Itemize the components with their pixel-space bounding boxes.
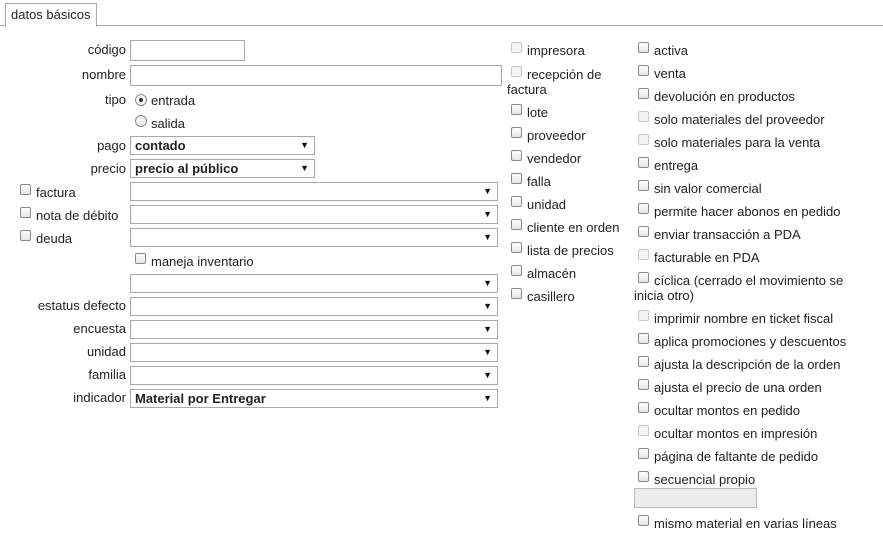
devolucion-label: devolución en productos bbox=[654, 89, 795, 104]
ajusta-precio-label: ajusta el precio de una orden bbox=[654, 380, 822, 395]
solo-mat-venta-label: solo materiales para la venta bbox=[654, 135, 821, 150]
recepcion-factura-label-2: factura bbox=[507, 82, 547, 97]
ocultar-montos-pedido-checkbox[interactable] bbox=[638, 402, 649, 413]
maneja-inventario-checkbox[interactable] bbox=[135, 253, 146, 264]
devolucion-checkbox[interactable] bbox=[638, 88, 649, 99]
almacen-label: almacén bbox=[527, 266, 577, 281]
cliente-orden-label: cliente en orden bbox=[527, 220, 620, 235]
chevron-down-icon: ▼ bbox=[483, 209, 492, 219]
chevron-down-icon: ▼ bbox=[483, 370, 492, 380]
pago-label: pago bbox=[97, 138, 126, 153]
inventario-select[interactable] bbox=[130, 274, 498, 293]
tipo-salida-label: salida bbox=[151, 116, 185, 131]
solo-mat-proveedor-label: solo materiales del proveedor bbox=[654, 112, 825, 127]
chevron-down-icon: ▼ bbox=[483, 232, 492, 242]
encuesta-label: encuesta bbox=[73, 321, 126, 336]
pago-select[interactable] bbox=[130, 136, 315, 155]
encuesta-select[interactable] bbox=[130, 320, 498, 339]
chevron-down-icon: ▼ bbox=[483, 278, 492, 288]
secuencial-input[interactable] bbox=[634, 488, 757, 508]
codigo-input[interactable] bbox=[130, 40, 245, 61]
chevron-down-icon: ▼ bbox=[483, 324, 492, 334]
ocultar-montos-impresion-label: ocultar montos en impresión bbox=[654, 426, 818, 441]
casillero-checkbox[interactable] bbox=[511, 288, 522, 299]
ciclica-label-2: inicia otro) bbox=[634, 288, 694, 303]
facturable-pda-checkbox[interactable] bbox=[638, 249, 649, 260]
chevron-down-icon: ▼ bbox=[300, 163, 309, 173]
precio-label: precio bbox=[90, 161, 126, 176]
indicador-select[interactable] bbox=[130, 389, 498, 408]
solo-mat-venta-checkbox[interactable] bbox=[638, 134, 649, 145]
falla-checkbox[interactable] bbox=[511, 173, 522, 184]
chevron-down-icon: ▼ bbox=[483, 347, 492, 357]
tipo-entrada-radio[interactable] bbox=[135, 94, 147, 106]
lote-checkbox[interactable] bbox=[511, 104, 522, 115]
mismo-material-checkbox[interactable] bbox=[638, 515, 649, 526]
faltante-pedido-label: página de faltante de pedido bbox=[654, 449, 819, 464]
proveedor-checkbox[interactable] bbox=[511, 127, 522, 138]
chevron-down-icon: ▼ bbox=[483, 186, 492, 196]
estatus-select[interactable] bbox=[130, 297, 498, 316]
precio-select[interactable] bbox=[130, 159, 315, 178]
casillero-label: casillero bbox=[527, 289, 575, 304]
factura-label: factura bbox=[36, 185, 76, 200]
sin-valor-label: sin valor comercial bbox=[654, 181, 762, 196]
enviar-pda-checkbox[interactable] bbox=[638, 226, 649, 237]
sin-valor-checkbox[interactable] bbox=[638, 180, 649, 191]
impresora-label: impresora bbox=[527, 43, 585, 58]
secuencial-propio-label: secuencial propio bbox=[654, 472, 756, 487]
mismo-material-label: mismo material en varias líneas bbox=[654, 516, 837, 531]
abonos-checkbox[interactable] bbox=[638, 203, 649, 214]
deuda-label: deuda bbox=[36, 231, 73, 246]
ocultar-montos-impresion-checkbox[interactable] bbox=[638, 425, 649, 436]
ajusta-precio-checkbox[interactable] bbox=[638, 379, 649, 390]
nombre-label: nombre bbox=[81, 67, 126, 82]
unidad-checkbox[interactable] bbox=[511, 196, 522, 207]
solo-mat-proveedor-checkbox[interactable] bbox=[638, 111, 649, 122]
chevron-down-icon: ▼ bbox=[483, 301, 492, 311]
unidad-select[interactable] bbox=[130, 343, 498, 362]
unidad-label: unidad bbox=[86, 344, 126, 359]
unidad-checkbox-label: unidad bbox=[527, 197, 567, 212]
codigo-label: código bbox=[87, 42, 126, 57]
tipo-salida-radio[interactable] bbox=[135, 115, 147, 127]
pago-value: contado bbox=[135, 138, 186, 153]
ajusta-descripcion-label: ajusta la descripción de la orden bbox=[654, 357, 841, 372]
maneja-inventario-label: maneja inventario bbox=[151, 254, 254, 269]
impresora-checkbox[interactable] bbox=[511, 42, 522, 53]
deuda-checkbox[interactable] bbox=[20, 230, 31, 241]
chevron-down-icon: ▼ bbox=[483, 393, 492, 403]
promociones-checkbox[interactable] bbox=[638, 333, 649, 344]
vendedor-checkbox[interactable] bbox=[511, 150, 522, 161]
venta-checkbox[interactable] bbox=[638, 65, 649, 76]
entrega-checkbox[interactable] bbox=[638, 157, 649, 168]
nota-debito-label: nota de débito bbox=[36, 208, 119, 223]
familia-select[interactable] bbox=[130, 366, 498, 385]
tipo-label: tipo bbox=[105, 92, 126, 107]
imprimir-nombre-checkbox[interactable] bbox=[638, 310, 649, 321]
tab-datos-basicos[interactable]: datos básicos bbox=[5, 3, 97, 27]
factura-select[interactable] bbox=[130, 182, 498, 201]
deuda-select[interactable] bbox=[130, 228, 498, 247]
recepcion-factura-label: recepción de bbox=[527, 67, 602, 82]
lote-label: lote bbox=[527, 105, 548, 120]
falla-label: falla bbox=[527, 174, 551, 189]
nombre-input[interactable] bbox=[130, 65, 502, 86]
indicador-label: indicador bbox=[73, 390, 126, 405]
activa-label: activa bbox=[654, 43, 688, 58]
precio-value: precio al público bbox=[135, 161, 239, 176]
chevron-down-icon: ▼ bbox=[300, 140, 309, 150]
faltante-pedido-checkbox[interactable] bbox=[638, 448, 649, 459]
estatus-label: estatus defecto bbox=[37, 298, 126, 313]
imprimir-nombre-label: imprimir nombre en ticket fiscal bbox=[654, 311, 834, 326]
lista-precios-label: lista de precios bbox=[527, 243, 614, 258]
almacen-checkbox[interactable] bbox=[511, 265, 522, 276]
cliente-orden-checkbox[interactable] bbox=[511, 219, 522, 230]
ciclica-label: cíclica (cerrado el movimiento se bbox=[654, 273, 844, 288]
activa-checkbox[interactable] bbox=[638, 42, 649, 53]
indicador-value: Material por Entregar bbox=[135, 391, 266, 406]
enviar-pda-label: enviar transacción a PDA bbox=[654, 227, 801, 242]
tab-bar bbox=[0, 0, 883, 26]
facturable-pda-label: facturable en PDA bbox=[654, 250, 760, 265]
promociones-label: aplica promociones y descuentos bbox=[654, 334, 847, 349]
recepcion-factura-checkbox[interactable] bbox=[511, 66, 522, 77]
ocultar-montos-pedido-label: ocultar montos en pedido bbox=[654, 403, 800, 418]
factura-checkbox[interactable] bbox=[20, 184, 31, 195]
lista-precios-checkbox[interactable] bbox=[511, 242, 522, 253]
familia-label: familia bbox=[88, 367, 126, 382]
nota-debito-checkbox[interactable] bbox=[20, 207, 31, 218]
abonos-label: permite hacer abonos en pedido bbox=[654, 204, 841, 219]
ciclica-checkbox[interactable] bbox=[638, 272, 649, 283]
venta-label: venta bbox=[654, 66, 686, 81]
tipo-entrada-label: entrada bbox=[151, 93, 196, 108]
proveedor-label: proveedor bbox=[527, 128, 586, 143]
vendedor-label: vendedor bbox=[527, 151, 582, 166]
entrega-label: entrega bbox=[654, 158, 699, 173]
secuencial-propio-checkbox[interactable] bbox=[638, 471, 649, 482]
nota-debito-select[interactable] bbox=[130, 205, 498, 224]
ajusta-descripcion-checkbox[interactable] bbox=[638, 356, 649, 367]
